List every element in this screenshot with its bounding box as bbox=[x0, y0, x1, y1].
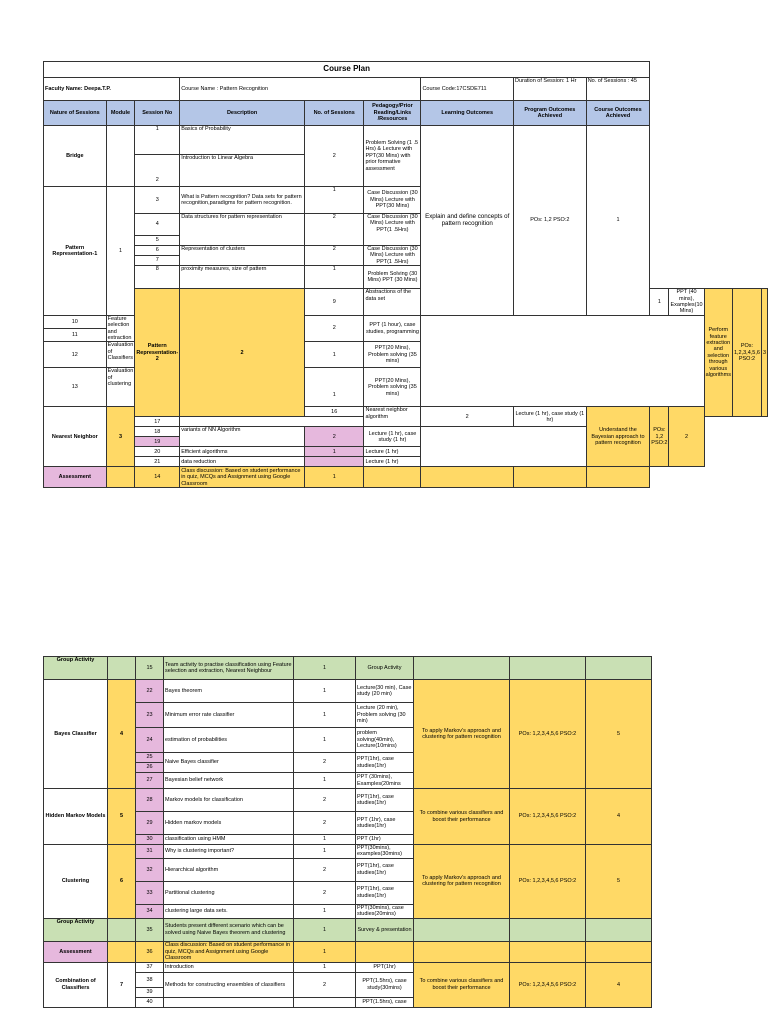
header-num-sessions: No. of Sessions bbox=[304, 101, 364, 126]
table-row: 17 bbox=[44, 417, 768, 427]
table-row: 39 bbox=[44, 987, 652, 997]
table-row: 38 Methods for constructing ensembles of classifiers 2 PPT(1.5hrs), case study(30mins) bbox=[44, 972, 652, 987]
learning-outcome-cell: Explain and define concepts of pattern recognition bbox=[421, 126, 514, 316]
module-cell bbox=[106, 126, 135, 187]
course-code: Course Code:17CSDE711 bbox=[421, 78, 514, 101]
table-row: 21 data reduction Lecture (1 hr) bbox=[44, 457, 768, 467]
course-name: Course Name : Pattern Recognition bbox=[180, 78, 421, 101]
table-row: Assessment 36 Class discussion: Based on student performance in quiz, MCQs and Assignment using Google Classroom 1 bbox=[44, 941, 652, 962]
table-row: Assessment 14 Class discussion: Based on student performance in quiz, MCQs and Assignment using Google Classroom 1 bbox=[44, 467, 768, 488]
table-row: 20 Efficient algorithms 1 Lecture (1 hr) bbox=[44, 447, 768, 457]
header-nature: Nature of Sessions bbox=[44, 101, 107, 126]
session-count: No. of Sessions : 45 bbox=[586, 78, 650, 101]
table-row: Combination of Classifiers 7 37 Introduction 1 PPT(1hr) To combine various classifiers and boost their performance POs: 1,2,3,4,5,6 PSO:2 4 bbox=[44, 962, 652, 972]
table-row: 8 proximity measures, size of pattern 1 Problem Solving (30 Mins) PPT (30 Mins) bbox=[44, 266, 768, 289]
table-row: Pattern Representation-2 2 9 Abstractions of the data set 1 PPT (40 mins), Examples(10 Mins) Perform feature extraction and selection through various algorithms POs: 1,2,3,4,5,6 PSO:2 3 bbox=[44, 289, 768, 316]
table-row: Clustering 6 31 Why is clustering important? 1 PPT(30mins), examples(30mins) To apply Markov's approach and clustering for pattern recognition POs: 1,2,3,4,5,6 PSO:2 5 bbox=[44, 845, 652, 859]
table-row: 19 bbox=[44, 437, 768, 447]
table-row: 27 Bayesian belief network 1 PPT (30mins), Examples(20mins bbox=[44, 773, 652, 789]
table-row: 12 Evaluation of Classifiers 1 PPT(20 Mins), Problem solving (35 mins) bbox=[44, 342, 768, 368]
course-plan-table-1 bbox=[43, 61, 768, 488]
table-row: Pattern Representation-1 1 3 What is Pattern recognition? Data sets for pattern recognition,paradigms for pattern recognition. 1 Case Discussion (30 Mins) Lecture with PPT(30 Mins) bbox=[44, 187, 768, 214]
header-course-outcomes: Course Outcomes Achieved bbox=[586, 101, 650, 126]
table-row: 40 PPT(1.5hrs), case bbox=[44, 997, 652, 1007]
table-row: Nearest Neighbor 3 16 Nearest neighbor algorithm 2 Lecture (1 hr), case study (1 hr) Understand the Bayesian approach to pattern recognition POs: 1,2 PSO:2 2 bbox=[44, 407, 768, 417]
table-row: 10 Feature selection and extraction 2 PPT (1 hour), case studies, programming bbox=[44, 315, 768, 328]
table-row: 24 estimation of probabilities 1 problem solving(40min), Lecture(10mins) bbox=[44, 728, 652, 753]
table-row: 33 Partitional clustering 2 PPT(1hr), case studies(1hr) bbox=[44, 881, 652, 904]
table-row: 18 variants of NN Algorithm 2 Lecture (1 hr), case study (1 hr) bbox=[44, 427, 768, 437]
table-row: 26 bbox=[44, 763, 652, 773]
table-row: 13 Evaluation of clustering 1 PPT(20 Mins), Problem solving (35 mins) bbox=[44, 368, 768, 407]
header-learning-outcomes: Learning Outcomes bbox=[421, 101, 514, 126]
session-duration: Duration of Session: 1 Hr bbox=[513, 78, 586, 101]
table-row: 30 classification using HMM 1 PPT (1hr) bbox=[44, 835, 652, 845]
header-module: Module bbox=[106, 101, 135, 126]
page-title: Course Plan bbox=[44, 62, 650, 78]
header-pedagogy: Pedagogy/Prior Reading/Links /Resources bbox=[364, 101, 421, 126]
table-row: Group Activity 35 Students present different scenario which can be solved using Naive Bayes theorem and clustering 1 Survey & presentation bbox=[44, 918, 652, 941]
table-row: 23 Minimum error rate classifier 1 Lecture (20 min), Problem solving (30 min) bbox=[44, 703, 652, 728]
table-row: Hidden Markov Models 5 28 Markov models for classification 2 PPT(1hr), case studies(1hr) To combine various classifiers and boost their performance POs: 1,2,3,4,5,6 PSO:2 4 bbox=[44, 789, 652, 812]
table-row: 4 Data structures for pattern representation 2 Case Discussion (30 Mins) Lecture with PPT(1 .5Hrs) bbox=[44, 214, 768, 236]
header-session-no: Session No bbox=[135, 101, 180, 126]
table-row: 6 Representation of clusters 2 Case Discussion (30 Mins) Lecture with PPT(1 .5Hrs) bbox=[44, 246, 768, 256]
table-row: 34 clustering large data sets. 1 PPT(30mins), case studies(20mins) bbox=[44, 904, 652, 918]
course-outcome-cell: 1 bbox=[586, 126, 650, 316]
table-row: 11 bbox=[44, 329, 768, 342]
course-plan-table-2 bbox=[43, 656, 652, 1008]
header-description: Description bbox=[180, 101, 305, 126]
table-row: Bridge 1 Basics of Probability 2 Problem Solving (1 .5 Hrs) & Lecture with PPT(30 Mins) with prior formative assessment Explain and define concepts of pattern recognition POs: 1,2 PSO:2 1 bbox=[44, 126, 768, 155]
nature-cell: Bridge bbox=[44, 126, 107, 187]
table-row: Group Activity 15 Team activity to practise classification using Feature selection and extraction, Nearest Neighbour 1 Group Activity bbox=[44, 657, 652, 680]
table-row: 2 Introduction to Linear Algebra bbox=[44, 155, 768, 187]
table-row: 29 Hidden markov models 2 PPT (1hr), case studies(1hr) bbox=[44, 812, 652, 835]
table-row: 5 bbox=[44, 236, 768, 246]
table-row: 32 Hierarchical algorithm 2 PPT(1hr), case studies(1hr) bbox=[44, 858, 652, 881]
program-outcome-cell: POs: 1,2 PSO:2 bbox=[513, 126, 586, 316]
header-program-outcomes: Program Outcomes Achieved bbox=[513, 101, 586, 126]
table-row: 7 bbox=[44, 256, 768, 266]
faculty-name: Faculty Name: Deepa.T.P. bbox=[44, 78, 180, 101]
table-row: Bayes Classifier 4 22 Bayes theorem 1 Lecture(30 min), Case study (20 min) To apply Markov's approach and clustering for pattern recognition POs: 1,2,3,4,5,6 PSO:2 5 bbox=[44, 680, 652, 703]
table-row: 25 Naive Bayes classifier 2 PPT(1hr), case studies(1hr) bbox=[44, 753, 652, 763]
